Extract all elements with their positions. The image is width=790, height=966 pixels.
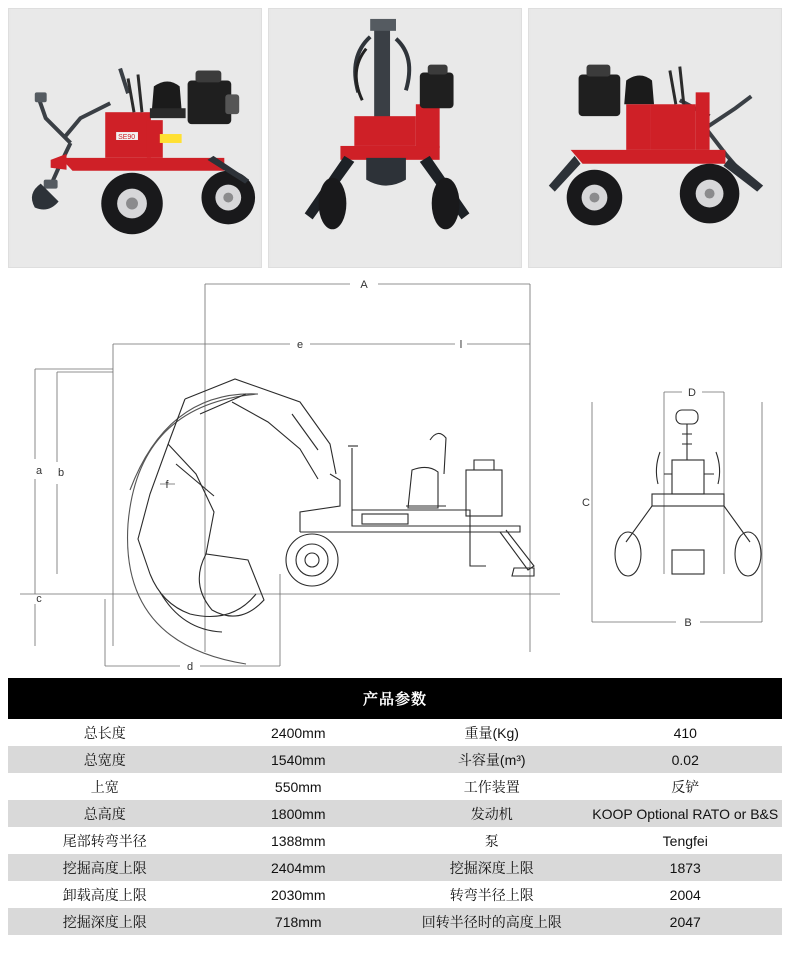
spec-value: 1800mm [202, 800, 396, 827]
spec-value: 0.02 [589, 746, 783, 773]
backhoe-side-illustration [9, 9, 261, 267]
dim-label-C: C [582, 497, 590, 509]
dim-label-l: l [459, 339, 463, 351]
spec-value: Tengfei [589, 827, 783, 854]
spec-value: 550mm [202, 773, 396, 800]
dim-label-f: f [165, 479, 169, 491]
spec-value: 718mm [202, 908, 396, 935]
dim-label-D: D [688, 387, 696, 399]
table-row [8, 773, 782, 800]
dim-label-d: d [186, 661, 194, 673]
spec-value: 2400mm [202, 719, 396, 746]
spec-label: 挖掘高度上限 [8, 854, 202, 881]
dim-label-b: b [57, 467, 65, 479]
spec-value: KOOP Optional RATO or B&S [589, 800, 783, 827]
backhoe-rear-illustration [529, 9, 781, 267]
table-row [8, 800, 782, 827]
spec-label: 卸载高度上限 [8, 881, 202, 908]
product-photo-side [8, 8, 262, 268]
product-photo-strip [0, 0, 790, 268]
spec-label: 挖掘深度上限 [395, 854, 589, 881]
spec-value: 2004 [589, 881, 783, 908]
spec-label: 尾部转弯半径 [8, 827, 202, 854]
product-photo-rear [528, 8, 782, 268]
spec-value: 2030mm [202, 881, 396, 908]
dim-label-e: e [296, 339, 304, 351]
svg-text:SE90: SE90 [118, 133, 136, 141]
spec-table-title: 产品参数 [8, 678, 782, 719]
spec-value: 1873 [589, 854, 783, 881]
dim-label-a: a [35, 465, 43, 477]
product-spec-table [8, 678, 782, 935]
dimension-drawing-svg [0, 274, 790, 674]
spec-value: 1388mm [202, 827, 396, 854]
technical-drawing [0, 274, 790, 674]
spec-value: 2047 [589, 908, 783, 935]
table-row [8, 854, 782, 881]
spec-label: 总宽度 [8, 746, 202, 773]
spec-label: 工作装置 [395, 773, 589, 800]
table-row [8, 908, 782, 935]
dim-label-A: A [360, 279, 368, 291]
spec-value: 2404mm [202, 854, 396, 881]
spec-label: 上宽 [8, 773, 202, 800]
spec-value: 410 [589, 719, 783, 746]
table-row [8, 881, 782, 908]
spec-table-title-row [8, 678, 782, 719]
spec-label: 总长度 [8, 719, 202, 746]
spec-value: 反铲 [589, 773, 783, 800]
table-row [8, 719, 782, 746]
spec-label: 发动机 [395, 800, 589, 827]
spec-value: 1540mm [202, 746, 396, 773]
backhoe-front-illustration [269, 9, 521, 267]
dim-label-c: c [36, 593, 42, 605]
spec-label: 挖掘深度上限 [8, 908, 202, 935]
dim-label-B: B [684, 617, 692, 629]
spec-label: 转弯半径上限 [395, 881, 589, 908]
spec-label: 总高度 [8, 800, 202, 827]
spec-label: 泵 [395, 827, 589, 854]
spec-label: 斗容量(m³) [395, 746, 589, 773]
table-row [8, 746, 782, 773]
table-row [8, 827, 782, 854]
spec-label: 重量(Kg) [395, 719, 589, 746]
spec-label: 回转半径时的高度上限 [395, 908, 589, 935]
product-photo-front [268, 8, 522, 268]
